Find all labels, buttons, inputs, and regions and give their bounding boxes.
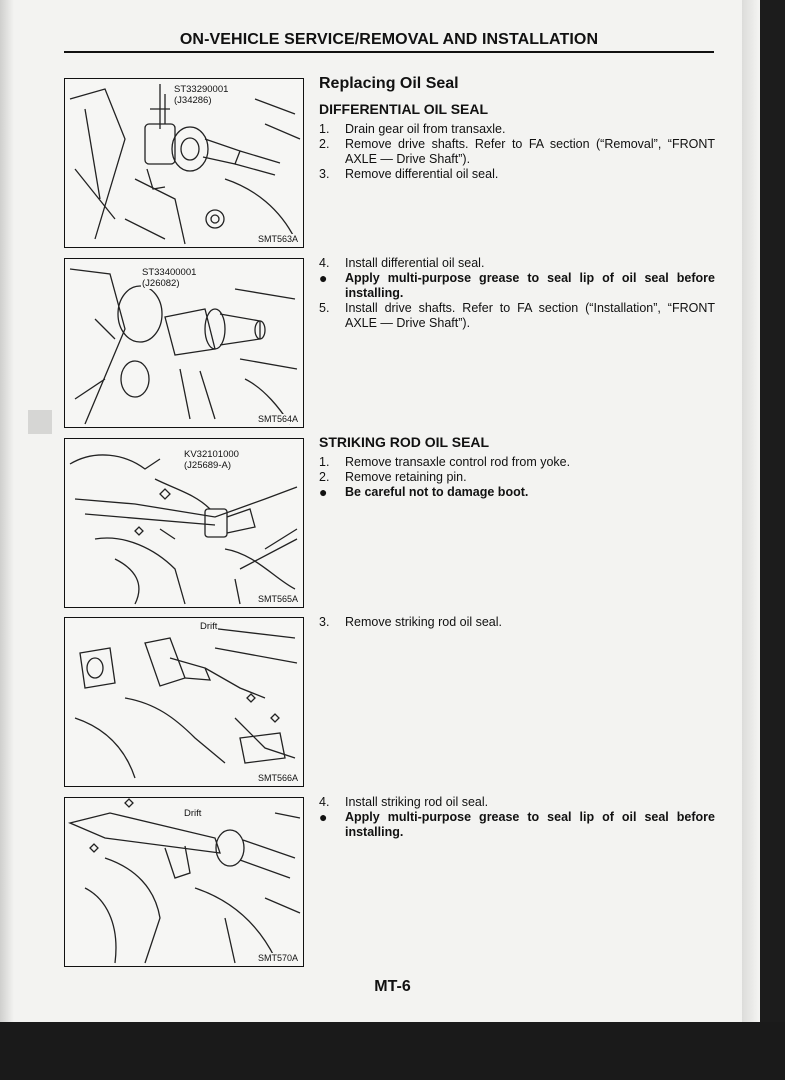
tool-number: ST33290001 [174, 84, 229, 95]
striking-steps-installation [319, 795, 715, 840]
figure-smt570a [64, 797, 304, 967]
striking-rod-oil-seal-heading: STRIKING ROD OIL SEAL [319, 434, 490, 450]
step-item: 5. Install drive shafts. Refer to FA section (“Installation”, “FRONT AXLE — Drive Shaft”). [319, 301, 715, 330]
figure-code: SMT570A [257, 953, 298, 963]
figure-code: SMT566A [257, 773, 298, 783]
scan-bottom-edge [0, 1022, 785, 1080]
step-item: 4. Install striking rod oil seal. [319, 795, 489, 809]
page-number: MT-6 [374, 978, 411, 995]
striking-steps-remove-seal [319, 615, 715, 630]
step-item: 3. Remove striking rod oil seal. [319, 615, 503, 629]
tool-number-alt: (J34286) [174, 95, 212, 106]
step-item: 2. Remove retaining pin. [319, 470, 467, 484]
tool-number-alt: (J25689-A) [184, 460, 231, 471]
figure-code: SMT563A [257, 234, 298, 244]
figure-code: SMT565A [257, 594, 298, 604]
tool-number: ST33400001 [142, 267, 197, 278]
step-item: 3. Remove differential oil seal. [319, 167, 499, 181]
figure-smt566a [64, 617, 304, 787]
figure-smt565a [64, 438, 304, 608]
differential-steps-removal [319, 122, 715, 182]
illustration-drawing [65, 618, 303, 786]
step-item: 1. Remove transaxle control rod from yoke. [319, 455, 571, 469]
figure-code: SMT564A [257, 414, 298, 424]
page-binding-shadow [0, 0, 14, 1022]
step-bullet: ● Apply multi-purpose grease to seal lip of oil seal before installing. [319, 270, 715, 300]
step-item: 2. Remove drive shafts. Refer to FA section (“Removal”, “FRONT AXLE — Drive Shaft”). [319, 137, 715, 166]
ghost-section-tabs [28, 140, 52, 896]
step-item: 1. Drain gear oil from transaxle. [319, 122, 506, 136]
tool-number: KV32101000 [184, 449, 239, 460]
differential-steps-installation [319, 256, 715, 331]
illustration-drawing [65, 798, 303, 966]
step-item: 4. Install differential oil seal. [319, 256, 485, 270]
step-bullet: ● Be careful not to damage boot. [319, 484, 529, 500]
page-header-title: ON-VEHICLE SERVICE/REMOVAL AND INSTALLATION [179, 31, 599, 48]
drift-label: Drift [184, 808, 202, 819]
figure-smt563a [64, 78, 304, 248]
differential-oil-seal-heading: DIFFERENTIAL OIL SEAL [319, 101, 489, 117]
header-divider [64, 51, 714, 53]
drift-label: Drift [200, 621, 218, 632]
page-edge [742, 0, 760, 1022]
figure-smt564a [64, 258, 304, 428]
striking-steps-removal [319, 455, 715, 500]
tool-number-alt: (J26082) [142, 278, 180, 289]
step-bullet: ● Apply multi-purpose grease to seal lip of oil seal before installing. [319, 809, 715, 839]
section-title: Replacing Oil Seal [319, 75, 459, 92]
